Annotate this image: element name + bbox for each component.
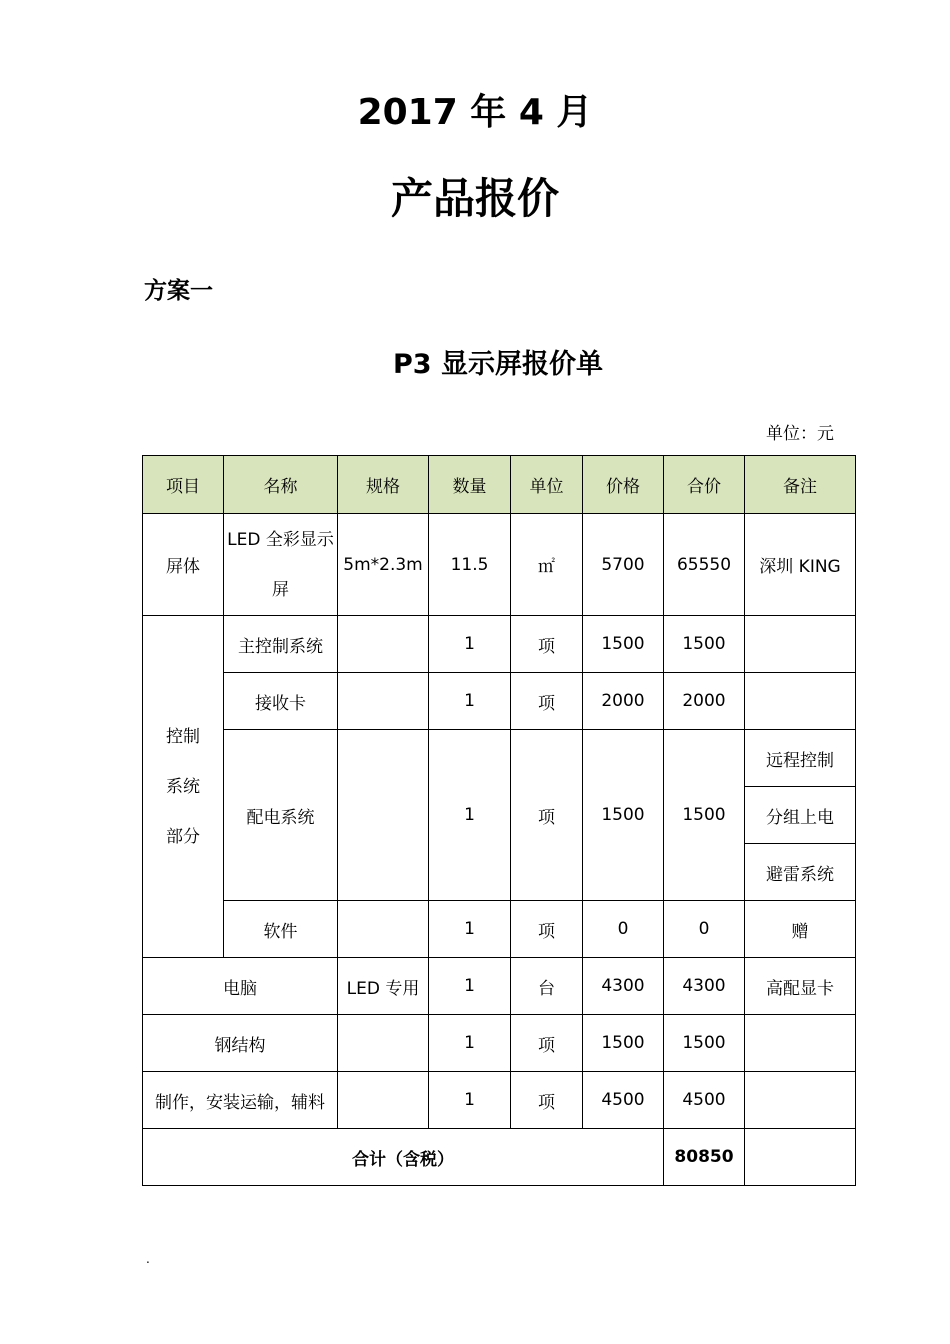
- cell-price: 0: [583, 901, 664, 958]
- cell-name: LED 全彩显示屏: [224, 514, 338, 616]
- cell-total: 1500: [664, 616, 745, 673]
- cell-unit: ㎡: [511, 514, 583, 616]
- cell-item: 屏体: [143, 514, 224, 616]
- cell-name: 软件: [224, 901, 338, 958]
- cell-total: 1500: [664, 730, 745, 901]
- cell-note: 远程控制: [745, 730, 856, 787]
- cell-spec: [338, 1015, 429, 1072]
- cell-spec: [338, 730, 429, 901]
- cell-qty: 1: [429, 673, 511, 730]
- cell-qty: 1: [429, 1015, 511, 1072]
- cell-qty: 1: [429, 1072, 511, 1129]
- column-header-unit: 单位: [511, 456, 583, 514]
- table-row-receiver-card: [143, 673, 856, 730]
- cell-price: 4300: [583, 958, 664, 1015]
- cell-total: 0: [664, 901, 745, 958]
- cell-price: 1500: [583, 616, 664, 673]
- column-header-price: 价格: [583, 456, 664, 514]
- column-header-total: 合价: [664, 456, 745, 514]
- cell-name: 主控制系统: [224, 616, 338, 673]
- cell-name: 制作，安装运输，辅料: [143, 1072, 338, 1129]
- cell-note: 分组上电: [745, 787, 856, 844]
- cell-category-control: [143, 616, 224, 958]
- quote-subtitle: P3 显示屏报价单: [393, 349, 603, 380]
- cell-qty: 1: [429, 616, 511, 673]
- table-row-computer: [143, 958, 856, 1015]
- table-row-software: [143, 901, 856, 958]
- category-control-label: 控制系统部分: [166, 726, 200, 847]
- table-row-sum: [143, 1129, 856, 1186]
- cell-total: 4300: [664, 958, 745, 1015]
- sum-label: 合计（含税）: [143, 1129, 664, 1186]
- table-row-steel-structure: [143, 1015, 856, 1072]
- cell-spec: [338, 901, 429, 958]
- column-header-qty: 数量: [429, 456, 511, 514]
- cell-name: 配电系统: [224, 730, 338, 901]
- column-header-spec: 规格: [338, 456, 429, 514]
- cell-spec: [338, 673, 429, 730]
- cell-note: [745, 673, 856, 730]
- cell-total: 4500: [664, 1072, 745, 1129]
- table-row-installation: [143, 1072, 856, 1129]
- footer-mark: .: [146, 1252, 150, 1266]
- cell-unit: 项: [511, 1015, 583, 1072]
- cell-spec: [338, 616, 429, 673]
- column-header-note: 备注: [745, 456, 856, 514]
- sum-total: 80850: [664, 1129, 745, 1186]
- cell-note: 深圳 KING: [745, 514, 856, 616]
- cell-total: 65550: [664, 514, 745, 616]
- cell-price: 2000: [583, 673, 664, 730]
- cell-unit: 项: [511, 673, 583, 730]
- cell-note: [745, 616, 856, 673]
- cell-name: 电脑: [143, 958, 338, 1015]
- table-row-main-control: [143, 616, 856, 673]
- document-title: 产品报价: [390, 174, 559, 223]
- cell-note: [745, 1129, 856, 1186]
- cell-note: 赠: [745, 901, 856, 958]
- cell-price: 1500: [583, 730, 664, 901]
- cell-spec: 5m*2.3m: [338, 514, 429, 616]
- table-row-power-system: [143, 730, 856, 787]
- cell-note: 高配显卡: [745, 958, 856, 1015]
- cell-total: 1500: [664, 1015, 745, 1072]
- cell-unit: 项: [511, 730, 583, 901]
- table-header-row: [143, 456, 856, 514]
- cell-price: 5700: [583, 514, 664, 616]
- cell-name: 钢结构: [143, 1015, 338, 1072]
- cell-note: 避雷系统: [745, 844, 856, 901]
- plan-heading: 方案一: [144, 278, 213, 304]
- cell-note: [745, 1072, 856, 1129]
- cell-spec: LED 专用: [338, 958, 429, 1015]
- column-header-item: 项目: [143, 456, 224, 514]
- column-header-name: 名称: [224, 456, 338, 514]
- cell-spec: [338, 1072, 429, 1129]
- cell-note: [745, 1015, 856, 1072]
- cell-qty: 1: [429, 958, 511, 1015]
- cell-name: 接收卡: [224, 673, 338, 730]
- cell-unit: 项: [511, 1072, 583, 1129]
- quote-table: [142, 455, 856, 1186]
- document-date: 2017 年 4 月: [357, 92, 593, 133]
- cell-unit: 台: [511, 958, 583, 1015]
- table-row-screen: [143, 514, 856, 616]
- cell-price: 1500: [583, 1015, 664, 1072]
- cell-unit: 项: [511, 901, 583, 958]
- currency-unit-label: 单位：元: [766, 424, 834, 444]
- cell-qty: 1: [429, 901, 511, 958]
- cell-total: 2000: [664, 673, 745, 730]
- cell-unit: 项: [511, 616, 583, 673]
- cell-qty: 11.5: [429, 514, 511, 616]
- cell-qty: 1: [429, 730, 511, 901]
- cell-price: 4500: [583, 1072, 664, 1129]
